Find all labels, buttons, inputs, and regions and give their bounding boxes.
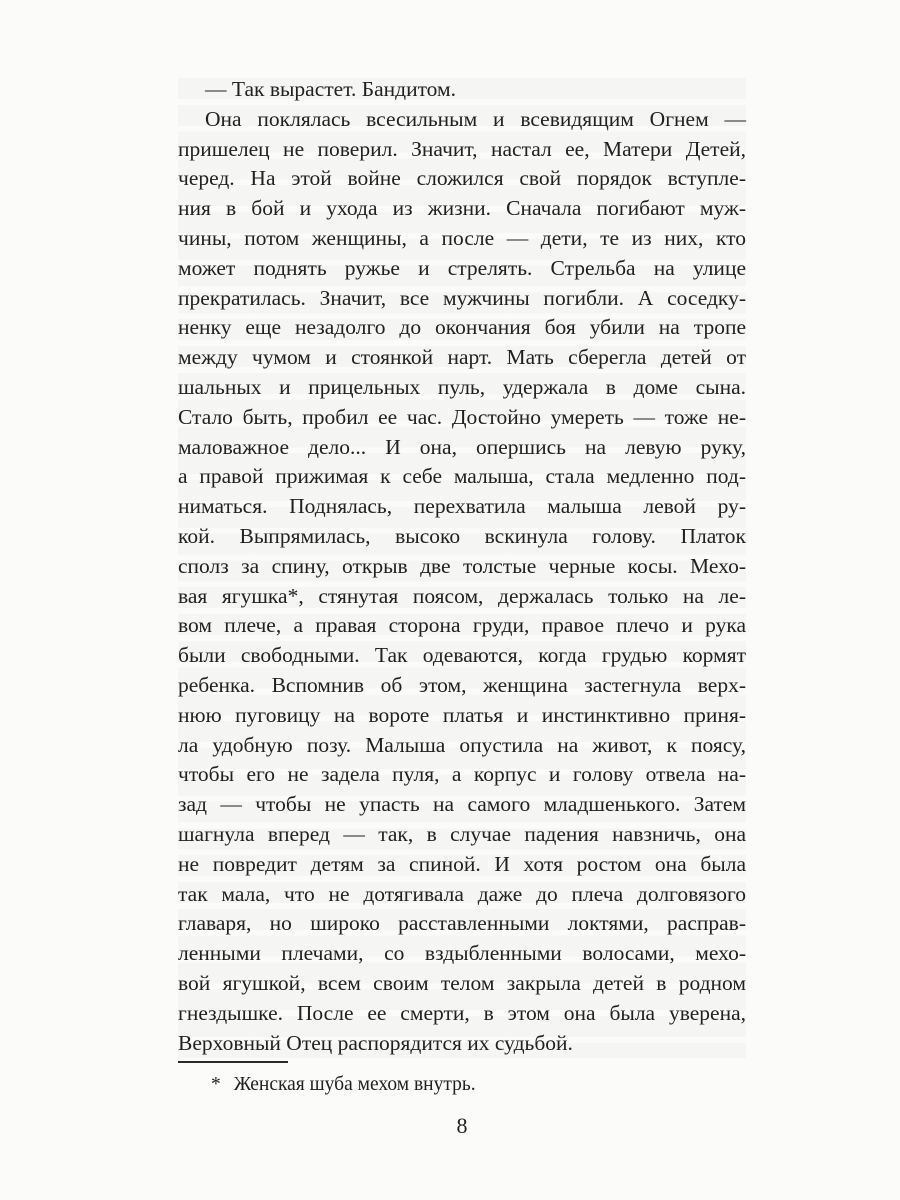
footnote: [178, 1071, 746, 1098]
text-line: а правой прижимая к себе малыша, стала медленно под-: [178, 464, 746, 489]
text-line: Стало быть, пробил ее час. Достойно умереть — тоже не-: [178, 404, 746, 429]
text-line: пришелец не поверил. Значит, настал ее, Матери Детей,: [178, 136, 746, 161]
text-line: не повредит детям за спиной. И хотя ростом она была: [178, 851, 746, 876]
text-line: между чумом и стоянкой нарт. Мать сберегла детей от: [178, 345, 746, 370]
text-line: вой ягушкой, всем своим телом закрыла детей в родном: [178, 970, 746, 995]
text-line: прекратилась. Значит, все мужчины погибли. А соседку-: [178, 285, 746, 310]
text-line: черед. На этой войне сложился свой порядок вступле-: [178, 166, 746, 191]
text-line: Верховный Отец распорядится их судьбой.: [178, 1030, 573, 1055]
text-line: ребенка. Вспомнив об этом, женщина застегнула верх-: [178, 672, 746, 697]
text-line: сполз за спину, открыв две толстые черные косы. Мехо-: [178, 553, 746, 578]
text-line: гнездышке. После ее смерти, в этом она была уверена,: [178, 1000, 746, 1025]
text-line: Она поклялась всесильным и всевидящим Огнем —: [205, 106, 746, 131]
text-line: ла удобную позу. Малыша опустила на живот, к поясу,: [178, 732, 746, 757]
text-line: главаря, но широко расставленными локтями, расправ-: [178, 911, 746, 936]
footnote-asterisk-marker: *: [211, 1074, 221, 1095]
text-line: вом плече, а правая сторона груди, правое плечо и рука: [178, 613, 746, 638]
footnote-text: Женская шуба мехом внутрь.: [233, 1074, 476, 1095]
footnote-separator-line: [178, 1061, 288, 1063]
text-line: маловажное дело... И она, опершись на левую руку,: [178, 434, 746, 459]
text-line: может поднять ружье и стрелять. Стрельба на улице: [178, 255, 746, 280]
text-line: были свободными. Так одеваются, когда грудью кормят: [178, 643, 746, 668]
body-text: [178, 75, 746, 1058]
text-line: — Так вырастет. Бандитом.: [205, 77, 457, 101]
text-line: кой. Выпрямилась, высоко вскинула голову. Платок: [178, 523, 746, 548]
text-line: ния в бой и ухода из жизни. Сначала погибают муж-: [178, 196, 746, 221]
text-line: чтобы его не задела пуля, а корпус и голову отвела на-: [178, 762, 746, 787]
text-line: ненку еще незадолго до окончания боя убили на тропе: [178, 315, 746, 340]
text-line: шальных и прицельных пуль, удержала в доме сына.: [178, 374, 746, 399]
text-line: ниматься. Поднялась, перехватила малыша левой ру-: [178, 494, 746, 519]
text-line: зад — чтобы не упасть на самого младшенького. Затем: [178, 792, 746, 817]
text-line: ленными плечами, со вздыбленными волосами, мехо-: [178, 941, 746, 966]
text-line: шагнула вперед — так, в случае падения навзничь, она: [178, 821, 746, 846]
page-number: 8: [456, 1113, 468, 1138]
text-line: чины, потом женщины, а после — дети, те из них, кто: [178, 225, 746, 250]
text-line: нюю пуговицу на вороте платья и инстинктивно приня-: [178, 702, 746, 727]
text-line: так мала, что не дотягивала даже до плеча долговязого: [178, 881, 746, 906]
text-line: вая ягушка*, стянутая поясом, держалась только на ле-: [178, 583, 746, 608]
